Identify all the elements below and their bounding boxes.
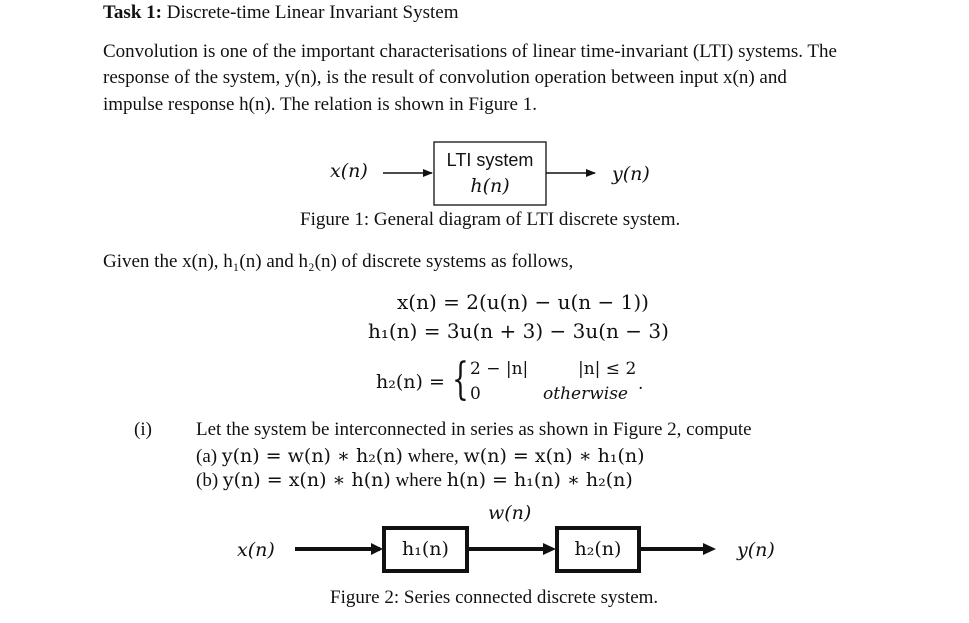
fig1-input-label: x(n) [330,160,368,182]
task-label: Task 1: [103,2,162,23]
fig1-box-impulse: h(n) [470,175,510,197]
part-a-where: where, [407,446,459,467]
equation-x: x(n) = 2(u(n) − u(n − 1)) [397,290,649,314]
fig2-input-label: x(n) [237,539,275,561]
part-b-expr: y(n) = x(n) ∗ h(n) [222,469,391,491]
part-a-label: (a) [196,446,218,467]
part-a-line [196,445,645,468]
part-a-expr: y(n) = w(n) ∗ h₂(n) [221,445,403,467]
part-b-def: h(n) = h₁(n) ∗ h₂(n) [446,469,633,491]
figure-2-caption: Figure 2: Series connected discrete system. [330,587,659,608]
part-b-line [196,469,633,492]
given-text: Given the x(n), h₁(n) and h₂(n) of discrete systems as follows, [103,251,574,272]
fig2-input-arrowhead [371,543,383,555]
fig2-mid-arrowhead [543,543,556,555]
fig1-box-title: LTI system [446,150,534,170]
fig2-output-arrowhead [703,543,716,555]
intro-line-2: response of the system, y(n), is the result of convolution operation between input x(n) and [103,67,787,88]
fig2-h1-label: h₁(n) [402,538,449,560]
figure-1-caption: Figure 1: General diagram of LTI discrete system. [300,209,681,230]
part-i-text: Let the system be interconnected in series as shown in Figure 2, compute [196,419,752,440]
equation-h2-case1-cond: |n| ≤ 2 [578,359,637,379]
intro-line-1: Convolution is one of the important characterisations of linear time-invariant (LTI) systems. The [103,41,837,62]
equation-h2-lhs: h₂(n) = [376,371,445,393]
equation-h2-case1-expr: 2 − |n| [470,359,529,379]
fig1-output-label: y(n) [612,163,650,185]
fig2-h2-label: h₂(n) [574,538,622,560]
equation-h1: h₁(n) = 3u(n + 3) − 3u(n − 3) [368,319,669,343]
part-b-where: where [395,470,442,491]
fig2-middle-label: w(n) [488,502,532,524]
equation-h2-brace: { [452,354,469,405]
part-i-label: (i) [134,419,152,440]
equation-h2-case2-cond: otherwise [543,384,628,404]
part-a-def: w(n) = x(n) ∗ h₁(n) [463,445,645,467]
part-b-label: (b) [196,470,219,491]
equation-h2-period: . [638,374,644,394]
intro-line-3: impulse response h(n). The relation is shown in Figure 1. [103,94,537,115]
task-title: Discrete-time Linear Invariant System [166,2,459,23]
equation-h2-case2-expr: 0 [470,384,481,404]
fig2-output-label: y(n) [737,539,775,561]
